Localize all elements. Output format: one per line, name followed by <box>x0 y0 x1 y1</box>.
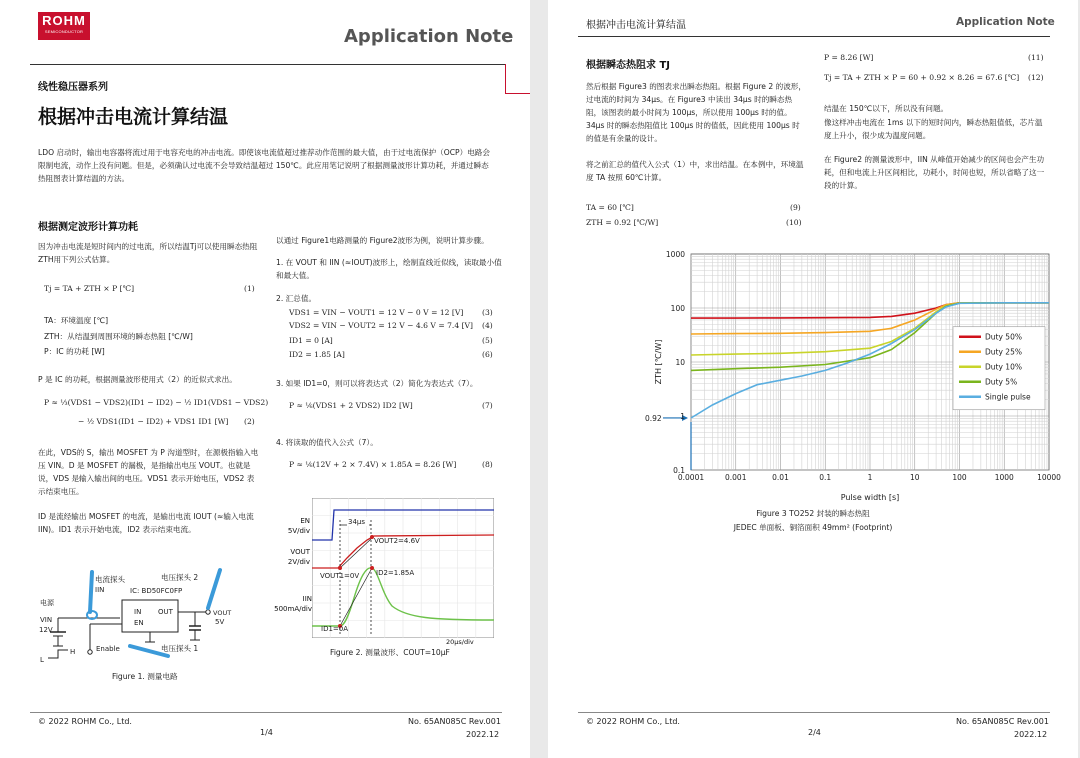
chart-x-tick: 1000 <box>994 473 1014 482</box>
chart-legend-label-3: Duty 5% <box>985 377 1018 387</box>
chart-legend-label-2: Duty 10% <box>985 362 1022 372</box>
chart-ylabel: ZTH [℃/W] <box>654 339 663 385</box>
equation-8: P ≈ ⅙(12V + 2 × 7.4V) × 1.85A = 8.26 [W] <box>289 460 457 469</box>
equation-7: P ≈ ⅙(VDS1 + 2 VDS2) ID2 [W] <box>289 401 413 410</box>
page2-para-3: 结温在 150℃以下，所以没有问题。 <box>824 104 949 113</box>
chart-x-tick: 0.0001 <box>677 473 705 482</box>
label-vout1: VOUT1=0V <box>320 572 360 580</box>
figure-2-caption: Figure 2. 测量波形、COUT=10μF <box>330 648 450 657</box>
svg-text:电源: 电源 <box>40 599 54 607</box>
chart-x-tick: 0.01 <box>772 473 789 482</box>
rohm-logo: ROHM SEMICONDUCTOR <box>38 12 90 40</box>
svg-text:IN: IN <box>134 608 142 616</box>
figure-3-caption-2: JEDEC 单面板、铜箔面积 49mm² (Footprint) <box>733 523 893 532</box>
equation-5: ID1 = 0 [A] <box>289 336 333 345</box>
chart-legend-label-1: Duty 25% <box>985 347 1022 357</box>
label-current-probe: 电流探头 <box>95 575 125 584</box>
equation-9: TA = 60 [℃] <box>586 203 634 212</box>
page2-footer-copyright: © 2022 ROHM Co., Ltd. <box>586 717 680 726</box>
main-title: 根据冲击电流计算结温 <box>38 106 229 128</box>
label-id2: ID2=1.85A <box>376 569 415 577</box>
page2-header-title-cn: 根据冲击电流计算结温 <box>586 20 686 31</box>
page2-para-1: 然后根据 Figure3 的图表求出瞬态热阻。根据 Figure 2 的波形，过电流的时间为 34μs。在 Figure3 中读出 34μs 时的瞬态热阻，该图表的最小时间为 100μs，所以使用 100μs 时的值。34μs 时的瞬态热阻值比 100μs 时的值低，因此使用 100μs 时的值是有余量的设计。 <box>586 82 806 143</box>
label-vout: VOUT <box>290 548 310 556</box>
footer-copyright: © 2022 ROHM Co., Ltd. <box>38 717 132 726</box>
left-para-1: 因为冲击电流是短时间内的过电流，所以结温Tj可以使用瞬态热阻ZTH用下列公式估算。 <box>38 242 258 264</box>
equation-2b: − ½ VDS1(ID1 − ID2) + VDS1 ID1 [W] <box>78 417 229 426</box>
definition-ta: TA：环境温度 [℃] <box>44 316 109 325</box>
equation-4: VDS2 = VIN − VOUT2 = 12 V − 4.6 V = 7.4 [V] <box>289 321 473 330</box>
svg-text:EN: EN <box>134 619 144 627</box>
chart-legend <box>953 327 1045 410</box>
chart-x-tick: 0.1 <box>819 473 832 482</box>
svg-text:VIN: VIN <box>40 616 53 624</box>
page2-para-5: 在 Figure2 的测量波形中，IIN 从峰值开始减少的区间也会产生功耗，但和电流上升区间相比，功耗小，时间也短，所以省略了这一段的计算。 <box>824 155 1045 190</box>
step-2: 2. 汇总值。 <box>276 294 317 303</box>
svg-text:Enable: Enable <box>96 645 120 653</box>
chart-x-tick: 10 <box>909 473 920 482</box>
label-voltage-probe-2: 电压探头 2 <box>161 573 199 582</box>
page2-para-4: 像这样冲击电流在 1ms 以下的短时间内，瞬态热阻值低，芯片温度上升小，很少成为温度问题。 <box>824 118 1043 140</box>
chart-legend-label-0: Duty 50% <box>985 332 1022 342</box>
chart-y-tick: 100 <box>670 304 685 313</box>
left-para-4: ID 是流经输出 MOSFET 的电流，是输出电流 IOUT (≈输入电流IIN)。ID1 表示开始电流，ID2 表示结束电流。 <box>38 512 254 534</box>
svg-text:OUT: OUT <box>158 608 173 616</box>
chart-x-tick: 100 <box>952 473 967 482</box>
left-para-3: 在此，VDS的 S，输出 MOSFET 为 P 沟道型时，在源极指输入电压 VIN。D 是 MOSFET 的漏极，是指输出电压 VOUT。也就是说，VDS 是输入输出间的电压。VDS1 表示开始电压，VDS2 表示结束电压。 <box>38 448 259 496</box>
svg-text:H: H <box>70 648 76 656</box>
definition-p: P：IC 的功耗 [W] <box>44 347 105 356</box>
right-intro: 以通过 Figure1电路测量的 Figure2波形为例，说明计算步骤。 <box>276 236 489 245</box>
equation-1: Tj = TA + ZTH × P [℃] <box>44 284 135 293</box>
page2-section-title: 根据瞬态热阻求 TJ <box>586 60 671 71</box>
figure-2-waveform <box>312 498 494 638</box>
svg-text:12V: 12V <box>39 626 53 634</box>
page2-footer-date: 2022.12 <box>1014 730 1048 739</box>
intro-paragraph: LDO 启动时，输出电容器将流过用于电容充电的冲击电流。即使该电流值超过推荐动作范围的最大值，由于过电流保护（OCP）电路会限制电流，动作上没有问题。但是，必须确认过电流不会导致结温超过 150℃。此应用笔记说明了根据测量波形计算功耗，并通过瞬态热阻图表计算结温的方法。 <box>38 148 490 183</box>
header-accent <box>505 64 506 94</box>
footer-doc-number: No. 65AN085C Rev.001 <box>408 717 501 726</box>
svg-text:IIN: IIN <box>95 586 105 594</box>
equation-12: Tj = TA + ZTH × P = 60 + 0.92 × 8.26 = 67.6 [℃] <box>824 73 1020 82</box>
page2-footer-page-number: 2/4 <box>808 728 821 737</box>
figure-3-chart <box>596 244 1066 506</box>
chart-x-tick: 0.001 <box>725 473 747 482</box>
page2-header-title: Application Note <box>956 16 1055 28</box>
chart-y-tick: 1000 <box>665 250 685 259</box>
label-voltage-probe-1: 电压探头 1 <box>161 644 199 653</box>
step-4: 4. 将读取的值代入公式（7）。 <box>276 438 378 447</box>
series-title: 线性稳压器系列 <box>38 82 108 93</box>
page2-footer-doc-number: No. 65AN085C Rev.001 <box>956 717 1049 726</box>
figure-1-circuit <box>30 560 255 670</box>
equation-3: VDS1 = VIN − VOUT1 = 12 V − 0 V = 12 [V] <box>289 308 464 317</box>
label-id1: ID1=0A <box>321 625 349 633</box>
definition-zth: ZTH：从结温到周围环境的瞬态热阻 [℃/W] <box>44 332 193 341</box>
footer-date: 2022.12 <box>466 730 500 739</box>
step-3: 3. 如果 ID1=0，则可以将表达式（2）简化为表达式（7）。 <box>276 379 478 388</box>
label-vout2: VOUT2=4.6V <box>374 537 420 545</box>
chart-legend-label-4: Single pulse <box>985 392 1031 402</box>
chart-xlabel: Pulse width [s] <box>840 493 900 502</box>
label-en: EN <box>300 517 310 525</box>
page-1: ROHM SEMICONDUCTOR Application Note 线性稳压器系列 根据冲击电流计算结温 LDO 启动时，输出电容器将流过用于电容充电的冲击电流。即使该电流值超过推荐动作范围的最大值，由于过电流保护（OCP）电路会限制电流，动作上没有问题。但是，必须确认过电流不会导致结温超过 150℃。此应用笔记说明了根据测量波形计算功耗，并通过瞬态热阻图表计算结温的方法。 根据测定波形计算功耗 因为冲击电流是短时间内的过电流，所以结温Tj可以使用瞬态热阻ZTH用下列公式估算。 Tj = TA + ZTH × P [℃] (1) TA：环境温度 [℃] ZTH：从结温到周围环境的瞬态热阻 [℃/W] P：IC 的功耗 [W] P 是 IC 的功耗，根据测量波形使用式（2）的近似式求出。 P ≈ ⅓(VDS1 − VDS2)(ID1 − ID2) − ½ ID1(VDS1 − VDS2) − ½ VDS1(ID1 − ID2) + VDS1 ID1 [W] (2) 在此，VDS的 S，输出 MOSFET 为 P 沟道型时，在源极指输入电压 VIN。D 是 MOSFET 的漏极，是指输出电压 VOUT。也就是说，VDS 是输入输出间的电压。VDS1 表示开始电压，VDS2 表示结束电压。 ID 是流经输出 MOSFET 的电流，是输出电流 IOUT (≈输入电流IIN)。ID1 表示开始电流，ID2 表示结束电流。 以通过 Figure1电路测量的 Figure2波形为例，说明计算步骤。 1. 在 VOUT 和 IIN (≈IOUT)波形上，绘制直线近似线，读取最小值和最大值。 2. 汇总值。 VDS1 = VIN − VOUT1 = 12 V − 0 V = 12 [V] (3) VDS2 = VIN − VOUT2 = 12 V − 4.6 V = 7.4 [V] (4) ID1 = 0 [A] (5) ID2 = 1.85 [A] (6) 3. 如果 ID1=0，则可以将表达式（2）简化为表达式（7）。 P ≈ ⅙(VDS1 + 2 VDS2) ID2 [W] (7) 4. 将读取的值代入公式（7）。 P ≈ ⅙(12V + 2 × 7.4V) × 1.85A = 8.26 [W] (8) 电流探头 IIN 电压探头 2 IC: BD50FC0FP 电源 VIN 12V IN OUT EN VOUT 5V Enable 电压探头 1 L H Figure 1. 测量电路 EN 5V/div VOUT 2V/div IIN 500mA/div 34μs VOUT2=4.6V VOUT1=0V ID2=1.85A ID1=0A 20μs/div Figure 2. 测量波形、COUT=10μF © 2022 ROHM Co., Ltd. 1/4 No. 65AN085C Rev.001 2022.12 <box>0 0 530 758</box>
equation-6: ID2 = 1.85 [A] <box>289 350 345 359</box>
svg-text:L: L <box>40 656 44 664</box>
svg-text:VOUT: VOUT <box>213 609 232 617</box>
left-para-2: P 是 IC 的功耗，根据测量波形使用式（2）的近似式求出。 <box>38 375 237 384</box>
section-title: 根据测定波形计算功耗 <box>38 222 138 233</box>
label-34us: 34μs <box>348 518 366 526</box>
chart-y-tick: 0.1 <box>673 466 685 475</box>
chart-annotation-0-92: 0.92 <box>645 413 662 423</box>
chart-x-tick: 10000 <box>1037 473 1061 482</box>
svg-text:5V: 5V <box>215 618 225 626</box>
figure-3-caption-1: Figure 3 TO252 封装的瞬态热阻 <box>756 509 870 518</box>
equation-10: ZTH = 0.92 [℃/W] <box>586 218 659 227</box>
label-ic: IC: BD50FC0FP <box>130 587 183 595</box>
footer-page-number: 1/4 <box>260 728 273 737</box>
header-title: Application Note <box>344 26 514 47</box>
page-2: 根据冲击电流计算结温 Application Note 根据瞬态热阻求 TJ 然后根据 Figure3 的图表求出瞬态热阻。根据 Figure 2 的波形，过电流的时间为 34μs。在 Figure3 中读出 34μs 时的瞬态热阻，该图表的最小时间为 100μs，所以使用 100μs 时的值。34μs 时的瞬态热阻值比 100μs 时的值低，因此使用 100μs 时的值是有余量的设计。 将之前汇总的值代入公式（1）中，求出结温。在本例中，环境温度 TA 按照 60℃计算。 TA = 60 [℃] (9) ZTH = 0.92 [℃/W] (10) P = 8.26 [W] (11) Tj = TA + ZTH × P = 60 + 0.92 × 8.26 = 67.6 [℃] (12) 结温在 150℃以下，所以没有问题。 像这样冲击电流在 1ms 以下的短时间内，瞬态热阻值低，芯片温度上升小，很少成为温度问题。 在 Figure2 的测量波形中，IIN 从峰值开始减少的区间也会产生功耗，但和电流上升区间相比，功耗小，时间也短，所以省略了这一段的计算。 0.0001 0.001 0.01 0.1 1 10 100 1000 10000 0.1 1 10 100 1000 Duty 50% Duty 25% Duty 10% Duty 5% Single pulse 0.92 Pulse width [s] ZTH [℃/W] Figure 3 TO252 封装的瞬态热阻 JEDEC 单面板、铜箔面积 49mm² (Footprint) © 2022 ROHM Co., Ltd. 2/4 No. 65AN085C Rev.001 2022.12 <box>548 0 1078 758</box>
chart-x-tick: 1 <box>867 473 873 482</box>
page2-para-2: 将之前汇总的值代入公式（1）中，求出结温。在本例中，环境温度 TA 按照 60℃计算。 <box>586 160 804 182</box>
figure-1-caption: Figure 1. 测量电路 <box>112 672 178 681</box>
step-1: 1. 在 VOUT 和 IIN (≈IOUT)波形上，绘制直线近似线，读取最小值和最大值。 <box>276 258 502 280</box>
equation-2a: P ≈ ⅓(VDS1 − VDS2)(ID1 − ID2) − ½ ID1(VDS1 − VDS2) <box>44 398 269 407</box>
chart-y-tick: 10 <box>675 358 685 367</box>
label-iin: IIN <box>302 595 312 603</box>
chart-y-tick: 1 <box>680 412 685 421</box>
equation-11: P = 8.26 [W] <box>824 53 874 62</box>
